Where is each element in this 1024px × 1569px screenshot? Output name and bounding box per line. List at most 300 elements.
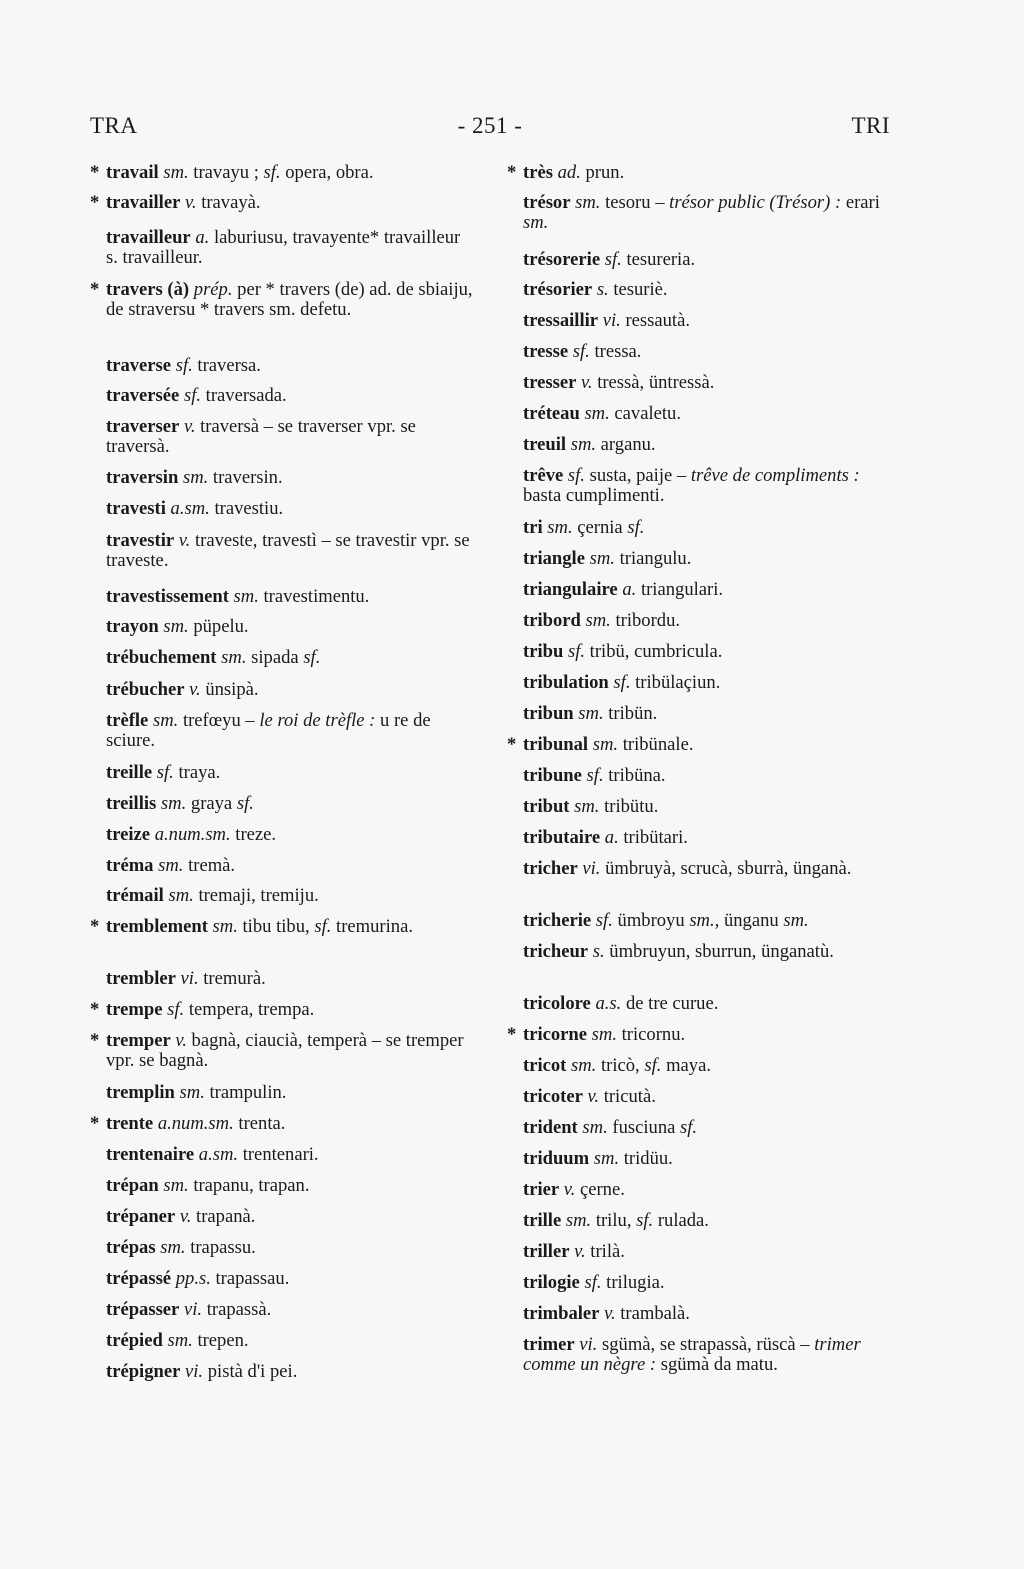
translation: tremurina.	[336, 916, 413, 937]
headword: trépassé	[106, 1268, 172, 1289]
dictionary-entry	[507, 311, 897, 331]
dictionary-entry	[507, 1273, 897, 1293]
dictionary-entry	[507, 859, 897, 879]
headword: trésorerie	[523, 249, 601, 270]
translation: tricutà.	[603, 1086, 656, 1107]
dictionary-entry	[90, 794, 475, 814]
translation: sgümà, se strapassà, rüscà –	[602, 1334, 810, 1355]
dictionary-entry	[90, 1238, 475, 1258]
headword: traverser	[106, 416, 180, 437]
headword: travailler	[106, 192, 181, 213]
grammar-tag: a.num.sm.	[157, 1113, 234, 1134]
dictionary-entry	[507, 673, 897, 693]
dictionary-entry	[90, 648, 475, 668]
headword: trésorier	[523, 279, 593, 300]
dictionary-entry	[507, 942, 897, 962]
grammar-tag: sf.	[572, 341, 590, 362]
dictionary-entry	[507, 580, 897, 600]
dictionary-entry	[507, 1087, 897, 1107]
translation: trenta.	[238, 1113, 286, 1134]
dictionary-entry	[90, 680, 475, 700]
translation: bagnà, ciaucià, temperà – se tremper vpr. se bagnà.	[106, 1030, 464, 1071]
headword: tresse	[523, 341, 569, 362]
grammar-tag: sm.	[589, 548, 615, 569]
dictionary-entry	[90, 193, 475, 213]
headword: tricherie	[523, 910, 592, 931]
entry-asterisk: *	[90, 279, 100, 300]
dictionary-entry	[507, 735, 897, 755]
translation: tremaji, tremiju.	[198, 885, 319, 906]
grammar-tag: sm.,	[689, 910, 720, 931]
grammar-tag: vi.	[579, 1334, 598, 1355]
grammar-tag: sf.	[636, 1210, 654, 1231]
grammar-tag: v.	[179, 1206, 192, 1227]
grammar-tag: a.	[622, 579, 637, 600]
headword: trayon	[106, 616, 159, 637]
headword: tribunal	[523, 734, 589, 755]
dictionary-entry	[507, 1180, 897, 1200]
grammar-tag: sm.	[163, 162, 189, 183]
headword: triangle	[523, 548, 585, 569]
headword: très	[523, 162, 553, 183]
headword: trépasser	[106, 1299, 180, 1320]
headword: trépigner	[106, 1361, 181, 1382]
dictionary-entry	[507, 797, 897, 817]
dictionary-entry	[507, 435, 897, 455]
translation: trampulin.	[209, 1082, 287, 1103]
dictionary-entry	[90, 1362, 475, 1382]
grammar-tag: s.	[592, 941, 605, 962]
grammar-tag: sm.	[233, 586, 259, 607]
headword: tréma	[106, 855, 154, 876]
translation: trefœyu –	[182, 710, 255, 731]
dictionary-entry	[507, 1211, 897, 1231]
grammar-tag: vi.	[185, 1361, 204, 1382]
translation: çernia	[577, 517, 623, 538]
grammar-tag: sm.	[179, 1082, 205, 1103]
grammar-tag: sm.	[584, 403, 610, 424]
entry-asterisk: *	[90, 162, 100, 183]
translation: basta cumplimenti.	[523, 485, 665, 506]
translation: traversada.	[205, 385, 287, 406]
translation: tribordu.	[615, 610, 681, 631]
grammar-tag: sm.	[212, 916, 238, 937]
grammar-tag: sm.	[163, 1175, 189, 1196]
grammar-tag: v.	[604, 1303, 616, 1324]
headword: trident	[523, 1117, 578, 1138]
translation: sgümà da matu.	[660, 1354, 778, 1375]
grammar-tag: v.	[563, 1179, 576, 1200]
headword: trille	[523, 1210, 562, 1231]
headword: trentenaire	[106, 1144, 195, 1165]
grammar-tag: vi.	[180, 968, 199, 989]
translation: pistà d'i pei.	[207, 1361, 298, 1382]
translation: opera, obra.	[285, 162, 374, 183]
headword: tressaillir	[523, 310, 599, 331]
dictionary-entry	[507, 193, 897, 233]
dictionary-entry	[507, 404, 897, 424]
headword: tri	[523, 517, 543, 538]
dictionary-entry	[90, 587, 475, 607]
translation: püpelu.	[193, 616, 249, 637]
dictionary-entry	[90, 1145, 475, 1165]
translation: tressa.	[594, 341, 642, 362]
grammar-tag: sf.	[303, 647, 321, 668]
grammar-tag: sm.	[547, 517, 573, 538]
grammar-tag: sf.	[567, 465, 585, 486]
headword: tributaire	[523, 827, 601, 848]
translation: tricornu.	[621, 1024, 686, 1045]
translation: travestimentu.	[263, 586, 370, 607]
grammar-tag: sm.	[182, 467, 209, 488]
headword: travailleur	[106, 227, 191, 248]
page-number: - 251 -	[457, 113, 523, 138]
headword: trempe	[106, 999, 163, 1020]
dictionary-entry	[507, 373, 897, 393]
headword: tribune	[523, 765, 582, 786]
dictionary-entry	[507, 466, 897, 506]
header-right-guideword: TRI	[851, 113, 890, 138]
grammar-tag: sf.	[156, 762, 174, 783]
translation: tesureria.	[626, 249, 696, 270]
grammar-tag: pp.s.	[175, 1268, 211, 1289]
translation: tesoru –	[605, 192, 665, 213]
translation: traya.	[178, 762, 221, 783]
translation: travayu ;	[193, 162, 259, 183]
grammar-tag: v.	[574, 1241, 586, 1262]
translation: tremurà.	[203, 968, 266, 989]
dictionary-entry	[90, 711, 475, 751]
grammar-tag: prép.	[193, 279, 233, 300]
grammar-tag: sf.	[644, 1055, 662, 1076]
dictionary-entry	[507, 1335, 897, 1375]
grammar-tag: sf.	[604, 249, 622, 270]
grammar-tag: sm.	[163, 616, 189, 637]
translation: travestiu.	[214, 498, 284, 519]
translation: triangulari.	[640, 579, 724, 600]
translation: maya.	[666, 1055, 712, 1076]
grammar-tag: sm.	[221, 647, 247, 668]
dictionary-entry	[507, 911, 897, 931]
grammar-tag: v.	[185, 192, 197, 213]
grammar-tag: sf.	[167, 999, 185, 1020]
headword: treillis	[106, 793, 157, 814]
grammar-tag: sm.	[160, 1237, 186, 1258]
grammar-tag: sf.	[595, 910, 613, 931]
headword: treuil	[523, 434, 567, 455]
headword: travesti	[106, 498, 166, 519]
grammar-tag: sm.	[585, 610, 611, 631]
headword: trépied	[106, 1330, 163, 1351]
translation: ümbroyu	[617, 910, 685, 931]
translation: prun.	[585, 162, 625, 183]
headword: traverse	[106, 355, 172, 376]
dictionary-entry	[90, 163, 475, 183]
dictionary-entry	[507, 250, 897, 270]
dictionary-entry	[90, 1176, 475, 1196]
entry-asterisk: *	[90, 1113, 100, 1134]
translation: tribütu.	[604, 796, 659, 817]
headword: trésor	[523, 192, 571, 213]
page-header	[90, 113, 890, 153]
headword: trimer	[523, 1334, 575, 1355]
translation: rulada.	[657, 1210, 709, 1231]
headword: travestir	[106, 530, 175, 551]
dictionary-entry	[90, 617, 475, 637]
dictionary-entry	[90, 386, 475, 406]
headword: trépas	[106, 1237, 156, 1258]
translation: trambalà.	[620, 1303, 690, 1324]
grammar-tag: sm.	[158, 855, 184, 876]
translation: laburiusu, travayente* travailleur s. travailleur.	[106, 227, 461, 268]
translation: cavaletu.	[614, 403, 681, 424]
dictionary-entry	[90, 228, 475, 268]
headword: triduum	[523, 1148, 590, 1169]
example-phrase: trésor public (Trésor) :	[669, 192, 842, 213]
translation: tribütari.	[623, 827, 688, 848]
headword: treille	[106, 762, 153, 783]
grammar-tag: v.	[581, 372, 593, 393]
grammar-tag: sm.	[578, 703, 604, 724]
headword: trèfle	[106, 710, 149, 731]
entry-asterisk: *	[507, 1024, 517, 1045]
translation: tesuriè.	[613, 279, 668, 300]
translation: tridüu.	[623, 1148, 673, 1169]
grammar-tag: sf.	[627, 517, 645, 538]
translation: trapassu.	[190, 1237, 256, 1258]
entry-asterisk: *	[507, 162, 517, 183]
grammar-tag: sf.	[236, 793, 254, 814]
grammar-tag: sm.	[575, 192, 601, 213]
grammar-tag: v.	[587, 1086, 600, 1107]
dictionary-entry	[507, 704, 897, 724]
entry-asterisk: *	[507, 734, 517, 755]
headword: tremplin	[106, 1082, 175, 1103]
translation: ünsipà.	[205, 679, 259, 700]
translation: traveste, travestì – se travestir vpr. se traveste.	[106, 530, 470, 571]
headword: traversin	[106, 467, 179, 488]
headword: trépaner	[106, 1206, 176, 1227]
dictionary-entry	[90, 1000, 475, 1020]
dictionary-entry	[90, 280, 475, 320]
grammar-tag: sf.	[680, 1117, 698, 1138]
headword: tresser	[523, 372, 577, 393]
translation: graya	[190, 793, 233, 814]
translation: trapanu, trapan.	[193, 1175, 310, 1196]
translation: per * travers (de) ad. de sbiaiju, de straversu * travers sm. defetu.	[106, 279, 473, 320]
translation: ümbruyun, sburrun, ünganatù.	[609, 941, 834, 962]
dictionary-entry	[90, 356, 475, 376]
headword: tribut	[523, 796, 570, 817]
headword: tricher	[523, 858, 578, 879]
translation: arganu.	[600, 434, 656, 455]
example-phrase: trêve de compliments :	[690, 465, 860, 486]
translation: tibu tibu,	[242, 916, 310, 937]
dictionary-entry	[507, 642, 897, 662]
headword: trébuchement	[106, 647, 217, 668]
headword: tribord	[523, 610, 581, 631]
headword: triller	[523, 1241, 570, 1262]
headword: trépan	[106, 1175, 159, 1196]
translation: çerne.	[579, 1179, 625, 1200]
grammar-tag: sf.	[175, 355, 193, 376]
grammar-tag: sm.	[574, 796, 600, 817]
dictionary-entry	[507, 828, 897, 848]
example-phrase: trimer comme un nègre :	[523, 1334, 861, 1375]
dictionary-entry	[90, 499, 475, 519]
dictionary-entry	[507, 1056, 897, 1076]
dictionary-entry	[90, 969, 475, 989]
dictionary-entry	[507, 994, 897, 1014]
dictionary-entry	[507, 163, 897, 183]
headword: tremblement	[106, 916, 208, 937]
dictionary-entry	[90, 1114, 475, 1134]
translation: ümbruyà, scrucà, sburrà, ünganà.	[605, 858, 852, 879]
dictionary-entry	[90, 468, 475, 488]
dictionary-entry	[90, 1083, 475, 1103]
entry-asterisk: *	[90, 192, 100, 213]
translation: trapanà.	[196, 1206, 256, 1227]
translation: trapassà.	[206, 1299, 272, 1320]
dictionary-entry	[507, 1304, 897, 1324]
headword: tréteau	[523, 403, 580, 424]
translation: traversin.	[212, 467, 283, 488]
headword: travers (à)	[106, 279, 190, 300]
headword: tribu	[523, 641, 564, 662]
grammar-tag: sf.	[586, 765, 604, 786]
translation: trepen.	[197, 1330, 249, 1351]
translation: tribülaçiun.	[635, 672, 721, 693]
grammar-tag: sf.	[314, 916, 332, 937]
headword: tricolore	[523, 993, 591, 1014]
dictionary-entry	[507, 766, 897, 786]
dictionary-entry	[90, 1269, 475, 1289]
dictionary-entry	[90, 417, 475, 457]
dictionary-entry	[90, 886, 475, 906]
grammar-tag: sf.	[567, 641, 586, 662]
headword: trembler	[106, 968, 176, 989]
grammar-tag: sm.	[582, 1117, 608, 1138]
grammar-tag: s.	[596, 279, 609, 300]
dictionary-entry	[507, 342, 897, 362]
translation: tribüna.	[608, 765, 666, 786]
headword: tribun	[523, 703, 574, 724]
entry-asterisk: *	[90, 999, 100, 1020]
dictionary-entry	[507, 1149, 897, 1169]
translation: tressà, üntressà.	[597, 372, 715, 393]
dictionary-entry	[507, 518, 897, 538]
headword: trente	[106, 1113, 154, 1134]
grammar-tag: a.s.	[595, 993, 622, 1014]
dictionary-entry	[90, 825, 475, 845]
example-phrase: le roi de trèfle :	[259, 710, 376, 731]
dictionary-entry	[507, 549, 897, 569]
translation: traversà – se traverser vpr. se traversà.	[106, 416, 416, 457]
dictionary-entry	[90, 1331, 475, 1351]
translation: tremà.	[188, 855, 236, 876]
dictionary-entry	[507, 1242, 897, 1262]
grammar-tag: sm.	[591, 1024, 617, 1045]
translation: triangulu.	[619, 548, 692, 569]
grammar-tag: sm.	[167, 1330, 193, 1351]
grammar-tag: a.num.sm.	[154, 824, 231, 845]
translation: u re de sciure.	[106, 710, 431, 751]
translation: susta, paije –	[589, 465, 687, 486]
translation: ünganu	[723, 910, 779, 931]
entry-asterisk: *	[90, 1030, 100, 1051]
grammar-tag: a.	[195, 227, 210, 248]
dictionary-entry	[507, 280, 897, 300]
headword: trémail	[106, 885, 164, 906]
dictionary-entry	[90, 1031, 475, 1071]
headword: tricot	[523, 1055, 567, 1076]
grammar-tag: sf.	[183, 385, 202, 406]
translation: tribün.	[608, 703, 658, 724]
translation: trapassau.	[215, 1268, 290, 1289]
translation: trentenari.	[242, 1144, 319, 1165]
grammar-tag: sm.	[160, 793, 187, 814]
dictionary-entry	[507, 1025, 897, 1045]
translation: treze.	[235, 824, 277, 845]
translation: tribü, cumbricula.	[589, 641, 723, 662]
translation: trilugia.	[606, 1272, 665, 1293]
translation: sipada	[251, 647, 299, 668]
headword: tricorne	[523, 1024, 588, 1045]
grammar-tag: v.	[175, 1030, 187, 1051]
grammar-tag: sm.	[783, 910, 809, 931]
grammar-tag: v.	[183, 416, 196, 437]
grammar-tag: sm.	[593, 1148, 620, 1169]
headword: traversée	[106, 385, 180, 406]
grammar-tag: sm.	[168, 885, 194, 906]
grammar-tag: vi.	[602, 310, 621, 331]
grammar-tag: sm.	[565, 1210, 592, 1231]
translation: tempera, trempa.	[188, 999, 315, 1020]
headword: trêve	[523, 465, 564, 486]
grammar-tag: sm.	[570, 434, 597, 455]
dictionary-entry	[90, 531, 475, 571]
headword: trimbaler	[523, 1303, 600, 1324]
translation: travayà.	[201, 192, 261, 213]
translation: trilu,	[595, 1210, 632, 1231]
translation: traversa.	[197, 355, 261, 376]
translation: ressautà.	[625, 310, 690, 331]
dictionary-entry	[507, 611, 897, 631]
grammar-tag: a.sm.	[198, 1144, 239, 1165]
dictionary-entry	[90, 856, 475, 876]
grammar-tag: vi.	[582, 858, 601, 879]
headword: travail	[106, 162, 159, 183]
headword: tribulation	[523, 672, 609, 693]
grammar-tag: a.	[604, 827, 619, 848]
dictionary-entry	[90, 917, 475, 937]
headword: tremper	[106, 1030, 171, 1051]
header-left-guideword: TRA	[90, 113, 138, 138]
grammar-tag: sm.	[523, 212, 549, 233]
headword: triangulaire	[523, 579, 618, 600]
grammar-tag: sf.	[613, 672, 631, 693]
translation: tribünale.	[622, 734, 694, 755]
grammar-tag: a.sm.	[170, 498, 210, 519]
grammar-tag: v.	[178, 530, 191, 551]
dictionary-entry	[90, 763, 475, 783]
grammar-tag: vi.	[183, 1299, 203, 1320]
translation: de tre curue.	[625, 993, 719, 1014]
dictionary-entry	[507, 1118, 897, 1138]
headword: trébucher	[106, 679, 185, 700]
headword: trier	[523, 1179, 560, 1200]
grammar-tag: sf.	[263, 162, 281, 183]
